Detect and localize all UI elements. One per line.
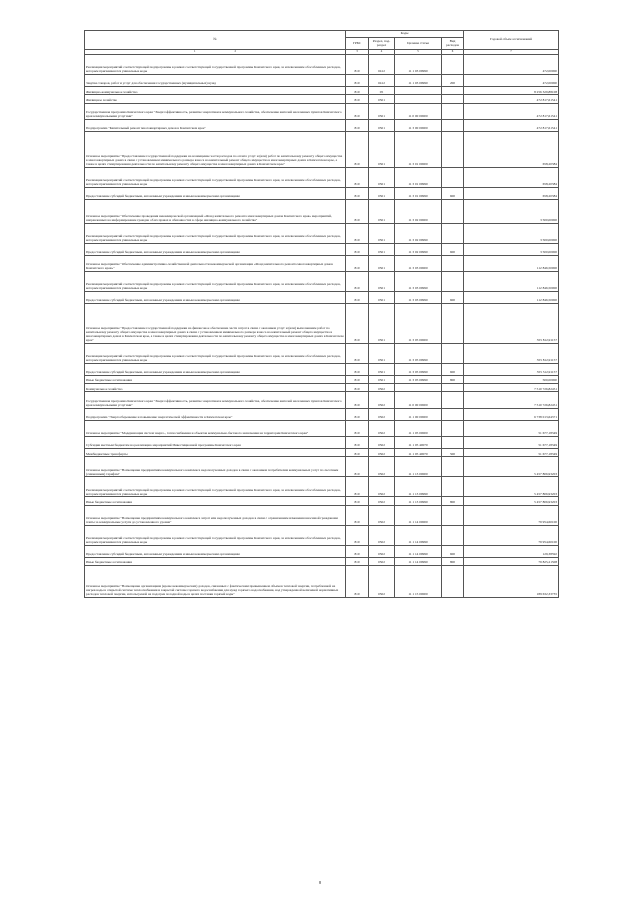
row-section: 0412 xyxy=(369,55,395,75)
table-row xyxy=(85,457,559,477)
row-amount: 7 510 726,82451 xyxy=(464,392,559,408)
row-target-article: 11 3 05 09990 xyxy=(395,375,442,383)
column-number: 1 2 xyxy=(85,50,346,55)
row-section: 0502 xyxy=(369,384,395,392)
table-row xyxy=(85,545,559,557)
row-section: 0501 xyxy=(369,363,395,375)
row-amount: 500,00000 xyxy=(464,375,559,383)
table-row xyxy=(85,304,559,344)
row-amount: 658,20384 xyxy=(464,132,559,168)
row-expense-type xyxy=(442,457,464,477)
row-section: 0501 xyxy=(369,304,395,344)
row-expense-type: 500 xyxy=(442,449,464,457)
table-row xyxy=(85,292,559,304)
table-row xyxy=(85,408,559,420)
row-expense-type xyxy=(442,223,464,243)
row-amount: 189 632,33735 xyxy=(464,566,559,598)
table-row xyxy=(85,55,559,75)
row-expense-type xyxy=(442,343,464,363)
table-row xyxy=(85,167,559,187)
row-section: 0412 xyxy=(369,75,395,87)
row-name: Подпрограмма "Капитальный ремонт многоквартирных домов в Камчатском крае" xyxy=(85,119,346,131)
row-name: Иные бюджетные ассигнования xyxy=(85,557,346,565)
row-expense-type xyxy=(442,103,464,119)
row-amount: 355 812,91157 xyxy=(464,304,559,344)
row-section: 0501 xyxy=(369,243,395,255)
table-row xyxy=(85,223,559,243)
row-section: 0501 xyxy=(369,95,395,103)
row-expense-type xyxy=(442,132,464,168)
row-name: Предоставление субсидий бюджетным, автономным учреждениям и иным некоммерческим организациям xyxy=(85,187,346,199)
row-expense-type xyxy=(442,392,464,408)
row-expense-type xyxy=(442,436,464,448)
table-body xyxy=(85,50,559,598)
row-target-article: 11 1 14 09990 xyxy=(395,525,442,545)
row-name: Предоставление субсидий бюджетным, автономным учреждениям и иным некоммерческим организациям xyxy=(85,243,346,255)
row-target-article: 11 1 13 00000 xyxy=(395,457,442,477)
row-amount: 79 825,21508 xyxy=(464,557,559,565)
row-name: Государственная программа Камчатского края "Энергоэффективность, развитие энергетики и коммунального хозяйства, обеспечение жителей населенных пунктов Камчатского края коммунальными услугами" xyxy=(85,392,346,408)
row-amount: 8 256 329,88108 xyxy=(464,87,559,95)
row-section: 05 xyxy=(369,87,395,95)
row-target-article: 11 3 03 09990 xyxy=(395,292,442,304)
header-grbs: ГРБС xyxy=(346,38,369,50)
row-section: 0502 xyxy=(369,392,395,408)
row-target-article xyxy=(395,95,442,103)
row-amount: 5 457 806,93203 xyxy=(464,497,559,505)
table-row xyxy=(85,525,559,545)
row-amount: 5 457 806,93203 xyxy=(464,477,559,497)
row-grbs: 810 xyxy=(346,55,369,75)
table-row xyxy=(85,557,559,565)
row-expense-type xyxy=(442,566,464,598)
row-amount: 112 846,50000 xyxy=(464,255,559,271)
row-amount: 6 738 013,64371 xyxy=(464,408,559,420)
row-grbs: 810 xyxy=(346,449,369,457)
row-name: Закупка товаров, работ и услуг для обеспечения государственных (муниципальных) нужд xyxy=(85,75,346,87)
row-section: 0501 xyxy=(369,223,395,243)
column-number: 3 xyxy=(346,50,369,55)
row-target-article xyxy=(395,384,442,392)
row-section: 0502 xyxy=(369,497,395,505)
row-grbs: 810 xyxy=(346,75,369,87)
row-name: Иные бюджетные ассигнования xyxy=(85,497,346,505)
row-target-article: 11 0 00 00000 xyxy=(395,103,442,119)
row-amount: 3 500,00000 xyxy=(464,243,559,255)
row-expense-type xyxy=(442,95,464,103)
row-name: Основное мероприятие "Модернизация систем энерго-, теплоснабжения и объектов коммунально-бытового назначения на территории Камчатского края" xyxy=(85,420,346,436)
header-annual-amount: Годовой объем ассигнований xyxy=(464,31,559,50)
row-grbs: 810 xyxy=(346,304,369,344)
row-grbs: 810 xyxy=(346,272,369,292)
row-amount: 3 500,00000 xyxy=(464,223,559,243)
header-number: № xyxy=(85,31,346,50)
column-number: 5 xyxy=(395,50,442,55)
row-amount: 472,00000 xyxy=(464,75,559,87)
row-name: Жилищное хозяйство xyxy=(85,95,346,103)
row-amount: 51 677,18349 xyxy=(464,449,559,457)
row-name: Реализация мероприятий соответствующей подпрограммы в рамках соответствующей государственной программы Камчатского края, за исключением обособленных расходов, которым присваиваются уникальные коды xyxy=(85,167,346,187)
row-grbs: 810 xyxy=(346,566,369,598)
table-row xyxy=(85,497,559,505)
row-expense-type: 800 xyxy=(442,375,464,383)
header-codes-group: Коды xyxy=(346,31,464,38)
row-name: Предоставление субсидий бюджетным, автономным учреждениям и иным некоммерческим организациям xyxy=(85,363,346,375)
row-amount: 5 457 806,93203 xyxy=(464,457,559,477)
row-target-article: 11 3 02 00000 xyxy=(395,199,442,223)
row-section: 0502 xyxy=(369,449,395,457)
row-target-article: 11 1 00 00000 xyxy=(395,408,442,420)
row-target-article: 11 3 05 09990 xyxy=(395,343,442,363)
row-target-article: 11 1 03 09990 xyxy=(395,75,442,87)
table-row xyxy=(85,566,559,598)
row-expense-type xyxy=(442,420,464,436)
row-name: Предоставление субсидий бюджетным, автономным учреждениям и иным некоммерческим организациям xyxy=(85,292,346,304)
table-row xyxy=(85,272,559,292)
row-grbs: 810 xyxy=(346,119,369,131)
row-amount: 3 500,00000 xyxy=(464,199,559,223)
table-row xyxy=(85,343,559,363)
row-grbs: 810 xyxy=(346,103,369,119)
row-name: Предоставление субсидий бюджетным, автономным учреждениям и иным некоммерческим организациям xyxy=(85,545,346,557)
row-name: Основное мероприятие "Возмещение предприятиям коммунального комплекса недополученных доходов в связи с оказанием потребителям коммунальных услуг по льготным (сниженным) тарифам" xyxy=(85,457,346,477)
table-row xyxy=(85,505,559,525)
table-row xyxy=(85,449,559,457)
row-expense-type: 800 xyxy=(442,497,464,505)
row-grbs: 810 xyxy=(346,420,369,436)
row-section: 0501 xyxy=(369,187,395,199)
row-expense-type: 600 xyxy=(442,243,464,255)
row-name: Межбюджетные трансферты xyxy=(85,449,346,457)
row-amount: 472 817,61541 xyxy=(464,103,559,119)
row-section: 0502 xyxy=(369,566,395,598)
row-grbs: 810 xyxy=(346,436,369,448)
table-row xyxy=(85,243,559,255)
table-row xyxy=(85,420,559,436)
table-row xyxy=(85,384,559,392)
row-expense-type: 800 xyxy=(442,557,464,565)
row-grbs: 810 xyxy=(346,477,369,497)
row-expense-type xyxy=(442,55,464,75)
row-grbs: 810 xyxy=(346,87,369,95)
row-grbs: 810 xyxy=(346,187,369,199)
row-amount: 79 954,60100 xyxy=(464,505,559,525)
row-target-article: 11 3 03 09990 xyxy=(395,272,442,292)
row-expense-type xyxy=(442,272,464,292)
row-target-article: 11 3 02 09990 xyxy=(395,243,442,255)
row-expense-type: 600 xyxy=(442,363,464,375)
row-grbs: 810 xyxy=(346,343,369,363)
row-expense-type: 200 xyxy=(442,75,464,87)
row-expense-type xyxy=(442,477,464,497)
table-row xyxy=(85,363,559,375)
row-expense-type xyxy=(442,87,464,95)
row-section: 0502 xyxy=(369,525,395,545)
row-expense-type xyxy=(442,408,464,420)
row-name: Основное мероприятие "Возмещение организациям (кроме некоммерческих) доходов, связанных с фактическим превышением объемов тепловой энергии, потребленной на нагрев воды в открытой системе теплоснабжения и закрытой системе горячего водоснабжения для нужд горячего водоснабжения, над утвержденной величиной нормативных расходов тепловой энергии, используемой на подогрев холодной воды в целях поставки горячей воды" xyxy=(85,566,346,598)
row-expense-type: 600 xyxy=(442,545,464,557)
row-name: Субсидия местным бюджетам на реализацию мероприятий Инвестиционной программы Камчатского края xyxy=(85,436,346,448)
table-row xyxy=(85,87,559,95)
row-section: 0501 xyxy=(369,167,395,187)
row-amount: 7 510 726,82451 xyxy=(464,384,559,392)
row-name: Жилищно-коммунальное хозяйство xyxy=(85,87,346,95)
row-name: Основное мероприятие "Возмещение предприятиям коммунального комплекса затрат или недополученных доходов в связи с ограничением изменения вносимой гражданами платы за коммунальные услуги до установленного уровня" xyxy=(85,505,346,525)
row-name: Основное мероприятие "Предоставление государственной поддержки на возмещение части расходов по оплате услуг и (или) работ по капитальному ремонту общего имущества в многоквартирных домах в связи с установлением минимального размера взноса на капитальный ремонт общего имущества в многоквартирных домах в Камчатском крае, а также в целях стимулирования деятельности по капитальному ремонту общего имущества в многоквартирных домах в Камчатском крае" xyxy=(85,132,346,168)
row-expense-type xyxy=(442,505,464,525)
row-name: Реализация мероприятий соответствующей подпрограммы в рамках соответствующей государственной программы Камчатского края, за исключением обособленных расходов, которым присваиваются уникальные коды xyxy=(85,272,346,292)
row-amount: 658,20384 xyxy=(464,167,559,187)
table-row xyxy=(85,255,559,271)
row-grbs: 810 xyxy=(346,497,369,505)
row-target-article: 11 3 05 00000 xyxy=(395,304,442,344)
row-name: Основное мероприятие "Обеспечение проведения некоммерческой организацией «Фонд капитального ремонта многоквартирных домов Камчатского края» мероприятий, направленных на информирование граждан об их правах и обязанностях в сфере жилищно-коммунального хозяйства" xyxy=(85,199,346,223)
table-header xyxy=(85,31,559,50)
row-grbs: 810 xyxy=(346,223,369,243)
row-expense-type xyxy=(442,255,464,271)
row-expense-type xyxy=(442,167,464,187)
row-target-article: 11 1 14 09990 xyxy=(395,557,442,565)
row-grbs: 810 xyxy=(346,132,369,168)
row-grbs: 810 xyxy=(346,408,369,420)
row-amount: 112 846,50000 xyxy=(464,272,559,292)
row-name: Реализация мероприятий соответствующей подпрограммы в рамках соответствующей государственной программы Камчатского края, за исключением обособленных расходов, которым присваиваются уникальные коды xyxy=(85,223,346,243)
row-grbs: 810 xyxy=(346,292,369,304)
row-expense-type xyxy=(442,199,464,223)
row-section: 0502 xyxy=(369,420,395,436)
row-target-article: 11 3 02 09990 xyxy=(395,223,442,243)
row-target-article: 11 1 13 09990 xyxy=(395,497,442,505)
row-amount: 129,38592 xyxy=(464,545,559,557)
row-name: Государственная программа Камчатского края "Энергоэффективность, развитие энергетики и коммунального хозяйства, обеспечение жителей населенных пунктов Камчатского края коммунальными услугами" xyxy=(85,103,346,119)
row-grbs: 810 xyxy=(346,243,369,255)
row-grbs: 810 xyxy=(346,375,369,383)
row-target-article: 11 3 01 09990 xyxy=(395,187,442,199)
row-target-article: 11 1 14 00000 xyxy=(395,505,442,525)
budget-document-page xyxy=(84,30,558,598)
row-target-article: 11 1 14 09990 xyxy=(395,545,442,557)
table-row xyxy=(85,436,559,448)
row-name: Реализация мероприятий соответствующей подпрограммы в рамках соответствующей государственной программы Камчатского края, за исключением обособленных расходов, которым присваиваются уникальные коды xyxy=(85,477,346,497)
row-grbs: 810 xyxy=(346,545,369,557)
row-amount: 472,00000 xyxy=(464,55,559,75)
row-name: Иные бюджетные ассигнования xyxy=(85,375,346,383)
row-section: 0502 xyxy=(369,545,395,557)
budget-allocation-table xyxy=(84,30,559,598)
row-target-article: 11 3 03 00000 xyxy=(395,255,442,271)
row-target-article: 11 1 05 40070 xyxy=(395,449,442,457)
row-amount: 472 817,61541 xyxy=(464,95,559,103)
row-section: 0501 xyxy=(369,132,395,168)
row-expense-type xyxy=(442,525,464,545)
row-section: 0502 xyxy=(369,477,395,497)
row-section: 0501 xyxy=(369,272,395,292)
row-target-article: 11 3 01 00000 xyxy=(395,132,442,168)
row-section: 0502 xyxy=(369,408,395,420)
row-target-article: 11 3 05 09990 xyxy=(395,363,442,375)
row-section: 0502 xyxy=(369,457,395,477)
row-grbs: 810 xyxy=(346,199,369,223)
row-target-article: 11 1 03 09990 xyxy=(395,55,442,75)
row-section: 0501 xyxy=(369,199,395,223)
row-grbs: 810 xyxy=(346,95,369,103)
row-section: 0501 xyxy=(369,119,395,131)
row-grbs: 810 xyxy=(346,384,369,392)
row-section: 0501 xyxy=(369,103,395,119)
row-grbs: 810 xyxy=(346,557,369,565)
page-number: 8 xyxy=(318,880,322,885)
table-row xyxy=(85,187,559,199)
row-target-article: 11 3 01 09990 xyxy=(395,167,442,187)
row-grbs: 810 xyxy=(346,255,369,271)
row-name: Реализация мероприятий соответствующей подпрограммы в рамках соответствующей государственной программы Камчатского края, за исключением обособленных расходов, которым присваиваются уникальные коды xyxy=(85,343,346,363)
column-number: 4 xyxy=(369,50,395,55)
row-section: 0501 xyxy=(369,343,395,363)
row-expense-type: 600 xyxy=(442,292,464,304)
row-amount: 472 817,61541 xyxy=(464,119,559,131)
row-expense-type xyxy=(442,304,464,344)
table-row xyxy=(85,477,559,497)
row-name: Реализация мероприятий соответствующей подпрограммы в рамках соответствующей государственной программы Камчатского края, за исключением обособленных расходов, которым присваиваются уникальные коды xyxy=(85,525,346,545)
row-grbs: 810 xyxy=(346,392,369,408)
row-amount: 51 677,18349 xyxy=(464,420,559,436)
row-target-article: 11 1 05 40070 xyxy=(395,436,442,448)
header-target-article: Целевая статья xyxy=(395,38,442,50)
row-section: 0501 xyxy=(369,255,395,271)
row-amount: 51 677,18349 xyxy=(464,436,559,448)
row-target-article: 11 1 13 09990 xyxy=(395,477,442,497)
row-target-article xyxy=(395,87,442,95)
table-row xyxy=(85,75,559,87)
row-grbs: 810 xyxy=(346,457,369,477)
row-section: 0502 xyxy=(369,557,395,565)
column-number: 6 xyxy=(442,50,464,55)
table-row xyxy=(85,119,559,131)
row-section: 0501 xyxy=(369,292,395,304)
row-name: Подпрограмма "Энергосбережение и повышение энергетической эффективности в Камчатском крае" xyxy=(85,408,346,420)
row-amount: 355 312,91157 xyxy=(464,363,559,375)
row-target-article: 11 1 05 00000 xyxy=(395,420,442,436)
column-number: 7 xyxy=(464,50,559,55)
row-name: Реализация мероприятий соответствующей подпрограммы в рамках соответствующей государственной программы Камчатского края, за исключением обособленных расходов, которым присваиваются уникальные коды xyxy=(85,55,346,75)
row-amount: 112 846,50000 xyxy=(464,292,559,304)
header-section: Раздел, под-раздел xyxy=(369,38,395,50)
row-amount: 355 812,91157 xyxy=(464,343,559,363)
row-target-article: 11 1 15 00000 xyxy=(395,566,442,598)
row-grbs: 810 xyxy=(346,167,369,187)
header-expense-type: Вид расходов xyxy=(442,38,464,50)
row-name: Основное мероприятие "Обеспечение административно-хозяйственной деятельности некоммерческой организации «Фонд капитального ремонта многоквартирных домов Камчатского края»" xyxy=(85,255,346,271)
row-expense-type xyxy=(442,119,464,131)
row-target-article: 11 0 00 00000 xyxy=(395,392,442,408)
table-row xyxy=(85,375,559,383)
table-row xyxy=(85,95,559,103)
table-row xyxy=(85,103,559,119)
row-amount: 79 954,60100 xyxy=(464,525,559,545)
row-expense-type: 600 xyxy=(442,187,464,199)
row-section: 0502 xyxy=(369,505,395,525)
table-row xyxy=(85,199,559,223)
row-name: Основное мероприятие "Предоставление государственной поддержки на финансовое обеспечение части затрат в связи с оказанием услуг и (или) выполнением работ по капитальному ремонту общего имущества в многоквартирных домах в связи с установлением минимального размера взноса на капитальный ремонт общего имущества в многоквартирных домах в Камчатском крае, а также в целях стимулирования деятельности по капитальному ремонту общего имущества в многоквартирных домах в Камчатском крае" xyxy=(85,304,346,344)
row-section: 0502 xyxy=(369,436,395,448)
row-grbs: 810 xyxy=(346,505,369,525)
row-target-article: 11 3 00 00000 xyxy=(395,119,442,131)
table-row xyxy=(85,132,559,168)
row-grbs: 810 xyxy=(346,525,369,545)
row-expense-type xyxy=(442,384,464,392)
table-row xyxy=(85,392,559,408)
row-grbs: 810 xyxy=(346,363,369,375)
row-section: 0501 xyxy=(369,375,395,383)
row-name: Коммунальное хозяйство xyxy=(85,384,346,392)
row-amount: 658,20384 xyxy=(464,187,559,199)
